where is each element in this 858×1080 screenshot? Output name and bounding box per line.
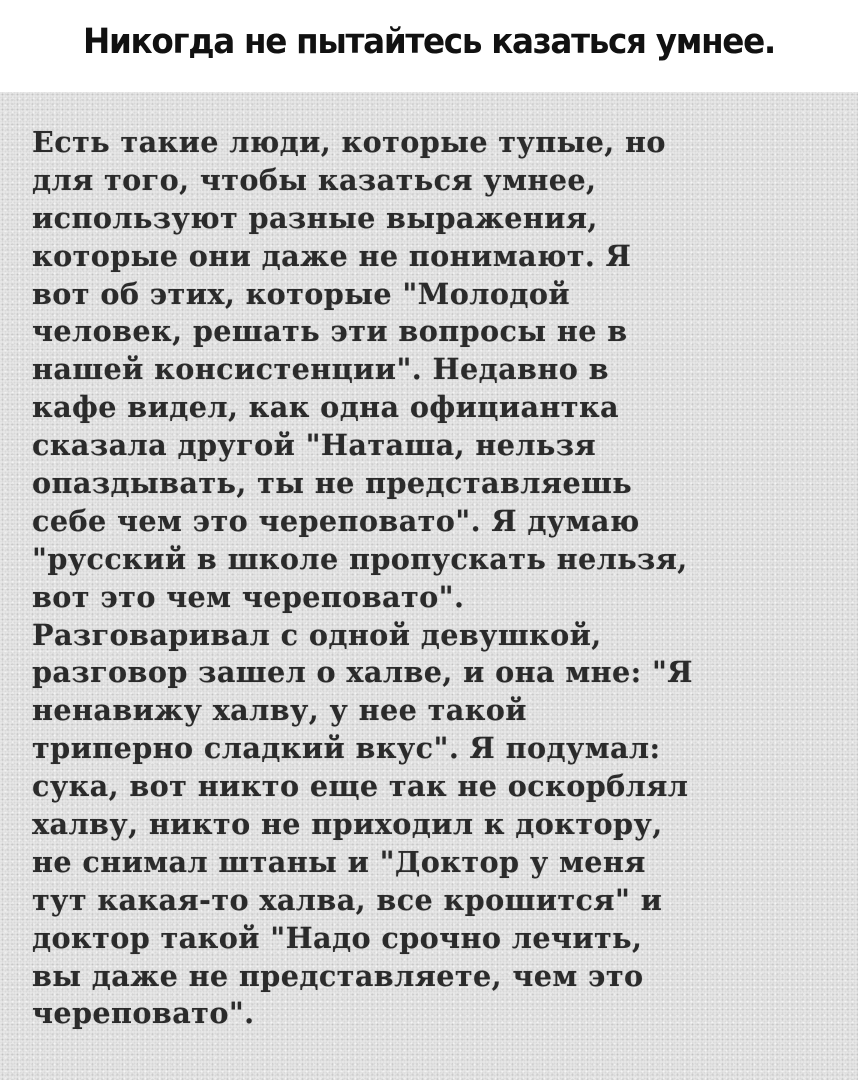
text-line: Есть такие люди, которые тупые, но: [32, 125, 666, 159]
text-line: череповато".: [32, 996, 255, 1031]
text-line: триперно сладкий вкус". Я подумал:: [32, 731, 661, 766]
text-line: сука, вот никто еще так не оскорблял: [32, 769, 689, 804]
text-line: нашей консистенции". Недавно в: [32, 352, 609, 387]
text-line: вы даже не представляете, чем это: [32, 958, 644, 993]
text-line: халву, никто не приходил к доктору,: [32, 807, 663, 842]
text-line: человек, решать эти вопросы не в: [32, 314, 628, 349]
text-line: сказала другой "Наташа, нельзя: [32, 428, 597, 463]
text-line: тут какая-то халва, все крошится" и: [32, 882, 663, 917]
text-line: разговор зашел о халве, и она мне: "Я: [32, 655, 693, 690]
text-line: вот об этих, которые "Молодой: [32, 276, 571, 311]
text-line: не снимал штаны и "Доктор у меня: [32, 844, 646, 879]
text-line: вот это чем череповато".: [32, 579, 465, 614]
text-line: используют разные выражения,: [32, 200, 598, 235]
text-line: доктор такой "Надо срочно лечить,: [32, 920, 643, 955]
header: [0, 0, 858, 92]
text-card: [0, 92, 858, 1080]
text-line: для того, чтобы казаться умнее,: [32, 162, 597, 197]
text-line: ненавижу халву, у нее такой: [32, 693, 527, 728]
text-block: [32, 124, 842, 1033]
text-line: кафе видел, как одна официантка: [32, 390, 620, 425]
text-line: Разговаривал с одной девушкой,: [32, 617, 602, 652]
text-line: опаздывать, ты не представляешь: [32, 466, 633, 501]
text-line: себе чем это череповато". Я думаю: [32, 503, 640, 538]
page-title: Никогда не пытайтесь казаться умнее.: [82, 22, 776, 62]
text-line: которые они даже не понимают. Я: [32, 238, 632, 273]
text-line: "русский в школе пропускать нельзя,: [32, 541, 688, 576]
